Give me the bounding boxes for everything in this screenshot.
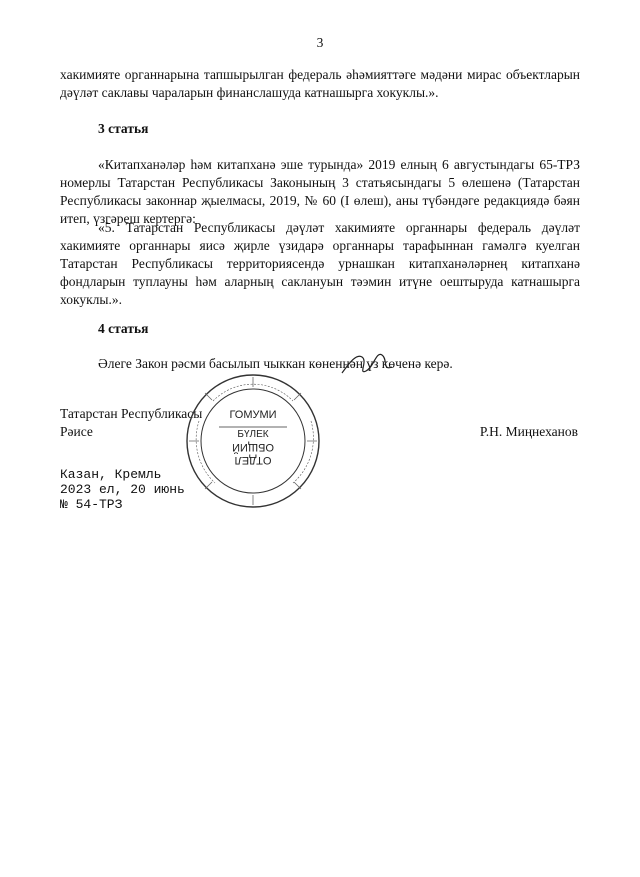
stamp-line2: БҮЛЕК	[237, 429, 269, 440]
article-3-heading: 3 статья	[98, 121, 149, 136]
article-4-text: Әлеге Закон рәсми басылып чыккан көненнән үз көченә керә.	[98, 356, 453, 371]
signatory-position-line1: Татарстан Республикасы	[60, 406, 203, 421]
article-3-amendment: «5. Татарстан Республикасы дәүләт хакимияте органнары федераль дәүләт хакимияте органнары яисә җирле үзидарә органнары тарафыннан гамәлгә куелган Татарстан Республикасы территориясендә урнашкан китапханәләрнең китапханә фондларын туплауны һәм аларның саклануын тәэмин итүне оештыруда катнашырга хокуклы.».	[60, 220, 580, 307]
footer-place: Казан, Кремль	[60, 467, 162, 482]
footer-date: 2023 ел, 20 июнь	[60, 482, 185, 497]
article-3-intro: «Китапханәләр һәм китапханә эше турында» 2019 елның 6 августындагы 65-ТРЗ номерлы Татарстан Республикасы Законының 3 статьясындагы 5 өлешенә (Татарстан Республикасы законнар җыелмасы, 2019, № 60 (I өлеш), аны түбәндәге редакциядә бәян итеп, үзгәреш кертергә:	[60, 157, 580, 226]
signatory-position	[60, 405, 202, 441]
footer-number: № 54-ТРЗ	[60, 497, 123, 512]
article-4-heading: 4 статья	[98, 321, 149, 336]
document-footer	[60, 467, 185, 512]
stamp-line3: ОТДЕЛ	[234, 454, 272, 466]
stamp-line1: ГОМУМИ	[229, 409, 277, 421]
stamp-line4: ОБЩИЙ	[232, 441, 274, 453]
signatory-name: Р.Н. Миңнеханов	[479, 424, 578, 439]
signatory-position-line2: Рәисе	[60, 424, 93, 439]
signature-scribble	[338, 345, 398, 380]
paragraph-continuation: хакимияте органнарына тапшырылган федераль әһәмияттәге мәдәни мирас объектларын дәүләт саклавы чараларын финанслашуда катнашырга хокуклы.».	[60, 67, 580, 100]
page-number: 3	[316, 35, 324, 50]
official-stamp	[183, 371, 323, 511]
